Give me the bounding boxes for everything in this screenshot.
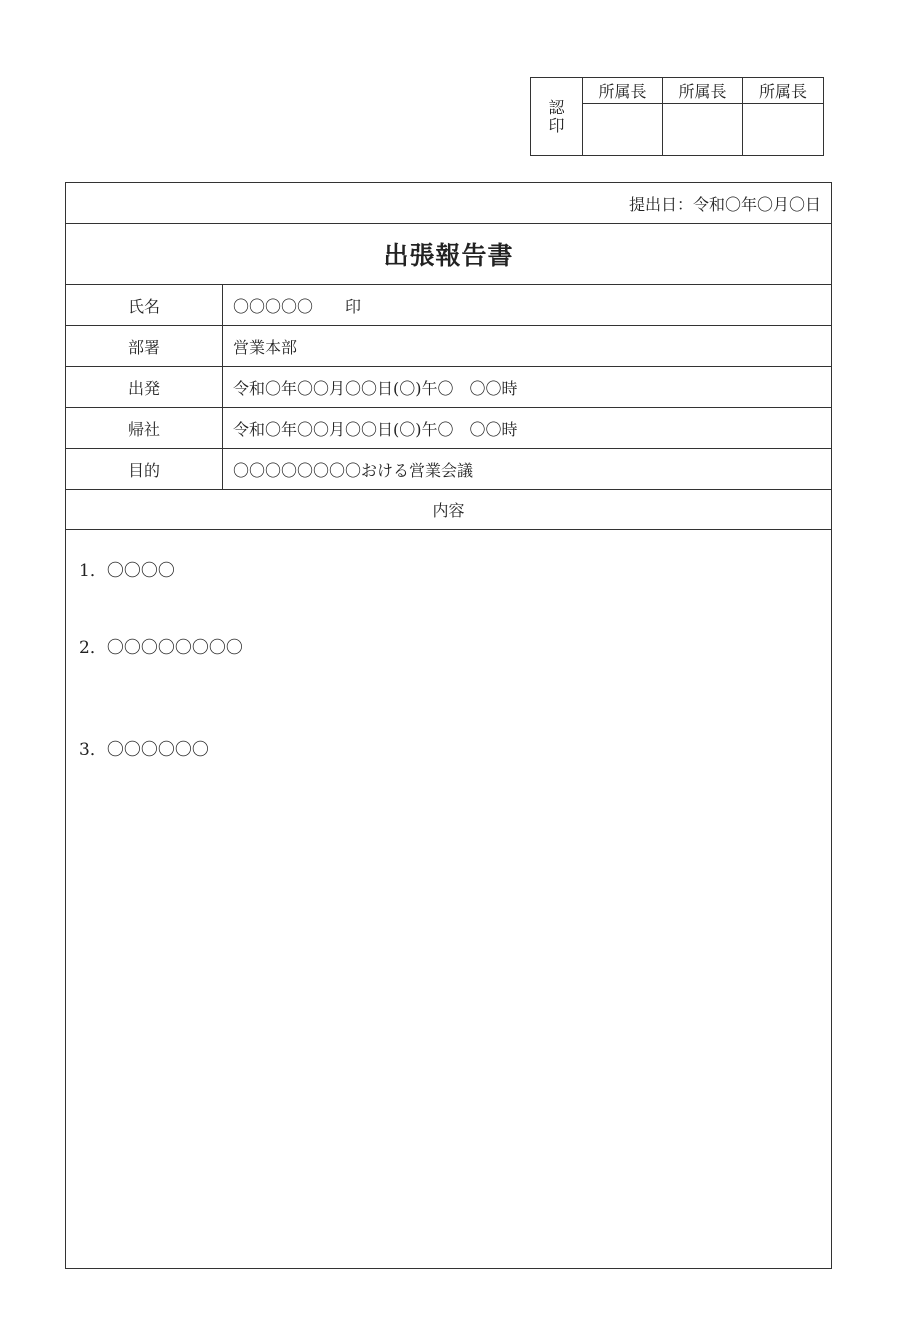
field-label-departure: 出発 bbox=[66, 367, 223, 407]
approval-stamp-cell-1[interactable] bbox=[583, 104, 663, 155]
field-label-department: 部署 bbox=[66, 326, 223, 366]
field-value-return[interactable]: 令和〇年〇〇月〇〇日(〇)午〇 〇〇時 bbox=[233, 419, 518, 439]
field-value-name[interactable]: 〇〇〇〇〇 印 bbox=[233, 296, 362, 316]
field-row-departure bbox=[66, 367, 831, 408]
contents-header: 内容 bbox=[432, 501, 465, 520]
approval-header-1: 所属長 bbox=[583, 78, 663, 104]
field-row-return bbox=[66, 408, 831, 449]
approval-header-2: 所属長 bbox=[663, 78, 743, 104]
field-value-purpose[interactable]: 〇〇〇〇〇〇〇〇おける営業会議 bbox=[233, 460, 474, 480]
approval-stamp-cell-2[interactable] bbox=[663, 104, 743, 155]
contents-header-row bbox=[66, 490, 831, 530]
field-row-name bbox=[66, 285, 831, 326]
contents-item-3: 3．〇〇〇〇〇〇 bbox=[79, 740, 209, 760]
approval-label-line2: 印 bbox=[548, 115, 565, 135]
field-row-department bbox=[66, 326, 831, 367]
field-value-department[interactable]: 営業本部 bbox=[233, 337, 298, 357]
approval-header-3: 所属長 bbox=[743, 78, 823, 104]
submission-date-row bbox=[66, 183, 831, 224]
contents-item-2: 2．〇〇〇〇〇〇〇〇 bbox=[79, 638, 243, 658]
approval-label bbox=[531, 78, 583, 155]
contents-item-1: 1．〇〇〇〇 bbox=[79, 561, 175, 581]
approval-stamp-cell-3[interactable] bbox=[743, 104, 823, 155]
report-form bbox=[65, 182, 832, 1269]
field-label-return: 帰社 bbox=[66, 408, 223, 448]
field-label-purpose: 目的 bbox=[66, 449, 223, 489]
submission-date: 提出日：令和〇年〇月〇日 bbox=[628, 194, 821, 214]
field-value-departure[interactable]: 令和〇年〇〇月〇〇日(〇)午〇 〇〇時 bbox=[233, 378, 518, 398]
page-title: 出張報告書 bbox=[383, 241, 514, 270]
field-row-purpose bbox=[66, 449, 831, 490]
title-row bbox=[66, 224, 831, 285]
approval-stamp-box bbox=[530, 77, 824, 156]
approval-label-line1: 認 bbox=[548, 97, 565, 117]
field-label-name: 氏名 bbox=[66, 285, 223, 325]
